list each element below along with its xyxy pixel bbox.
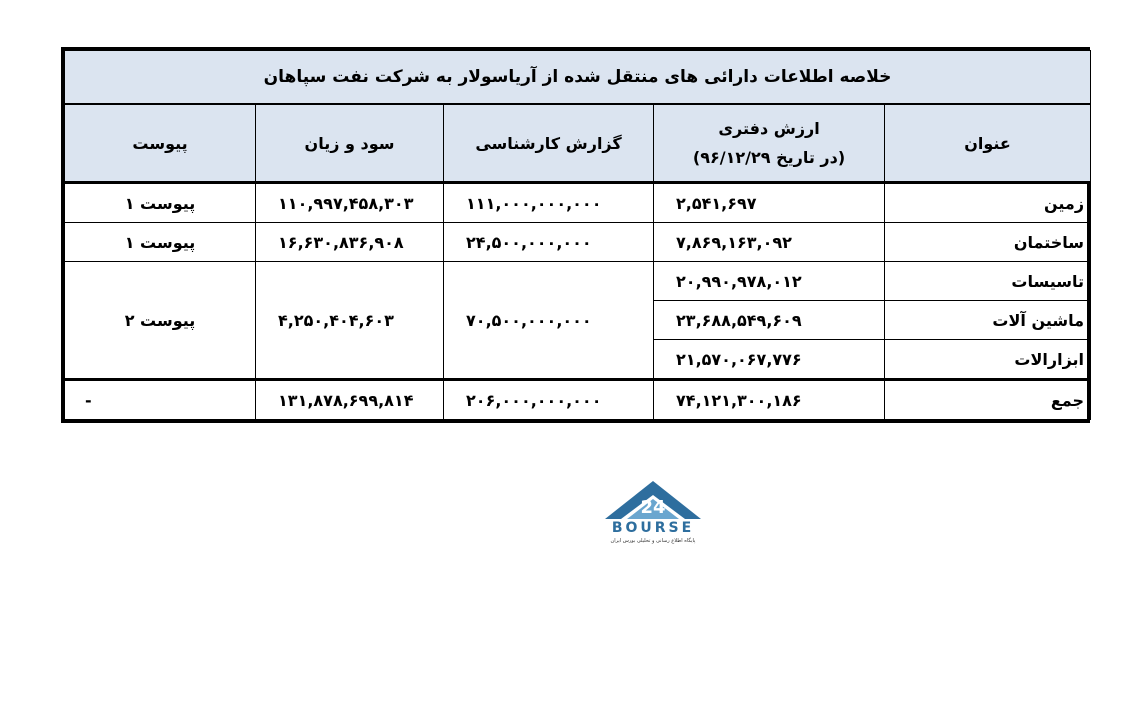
total-label: جمع: [885, 380, 1091, 420]
bourse-logo: [587, 477, 719, 545]
row-annex: پیوست ۱: [65, 223, 256, 262]
table-title: خلاصه اطلاعات دارائی های منتقل شده از آریاسولار به شرکت نفت سپاهان: [65, 51, 1091, 105]
table-row: [65, 183, 1091, 223]
header-arzesh: [654, 104, 885, 183]
row-profit: ۱۱۰,۹۹۷,۴۵۸,۳۰۳: [256, 183, 444, 223]
row-book-value: ۲۰,۹۹۰,۹۷۸,۰۱۲: [654, 262, 885, 301]
row-label: ابزارالات: [885, 340, 1091, 380]
row-label: ماشین آلات: [885, 301, 1091, 340]
table-row: [65, 262, 1091, 301]
row-label: زمین: [885, 183, 1091, 223]
header-sood: سود و زیان: [256, 104, 444, 183]
header-gozaresh: گزارش کارشناسی: [444, 104, 654, 183]
row-book-value: ۲۱,۵۷۰,۰۶۷,۷۷۶: [654, 340, 885, 380]
row-annex: پیوست ۲: [65, 262, 256, 380]
row-book-value: ۷,۸۶۹,۱۶۳,۰۹۲: [654, 223, 885, 262]
row-annex: پیوست ۱: [65, 183, 256, 223]
header-arzesh-title: ارزش دفتری: [718, 119, 820, 138]
row-book-value: ۲,۵۴۱,۶۹۷: [654, 183, 885, 223]
total-profit: ۱۳۱,۸۷۸,۶۹۹,۸۱۴: [256, 380, 444, 420]
logo-subtitle: پایگاه اطلاع رسانی و تحلیلی بورس ایران: [610, 538, 696, 544]
total-annex: -: [65, 380, 256, 420]
row-expert-value: ۲۴,۵۰۰,۰۰۰,۰۰۰: [444, 223, 654, 262]
total-expert-value: ۲۰۶,۰۰۰,۰۰۰,۰۰۰: [444, 380, 654, 420]
logo-number: 24: [640, 497, 666, 518]
total-row: [65, 380, 1091, 420]
logo-text: BOURSE: [611, 520, 695, 536]
row-profit: ۴,۲۵۰,۴۰۴,۶۰۳: [256, 262, 444, 380]
total-book-value: ۷۴,۱۲۱,۳۰۰,۱۸۶: [654, 380, 885, 420]
row-expert-value: ۱۱۱,۰۰۰,۰۰۰,۰۰۰: [444, 183, 654, 223]
header-peyvast: پیوست: [65, 104, 256, 183]
logo-mountain-icon: [587, 477, 719, 545]
assets-table: [61, 47, 1090, 423]
row-profit: ۱۶,۶۳۰,۸۳۶,۹۰۸: [256, 223, 444, 262]
row-label: ساختمان: [885, 223, 1091, 262]
header-onvan: عنوان: [885, 104, 1091, 183]
table-row: [65, 223, 1091, 262]
row-label: تاسیسات: [885, 262, 1091, 301]
row-expert-value: ۷۰,۵۰۰,۰۰۰,۰۰۰: [444, 262, 654, 380]
row-book-value: ۲۳,۶۸۸,۵۴۹,۶۰۹: [654, 301, 885, 340]
header-arzesh-date: (در تاریخ ۹۶/۱۲/۲۹): [692, 148, 846, 167]
